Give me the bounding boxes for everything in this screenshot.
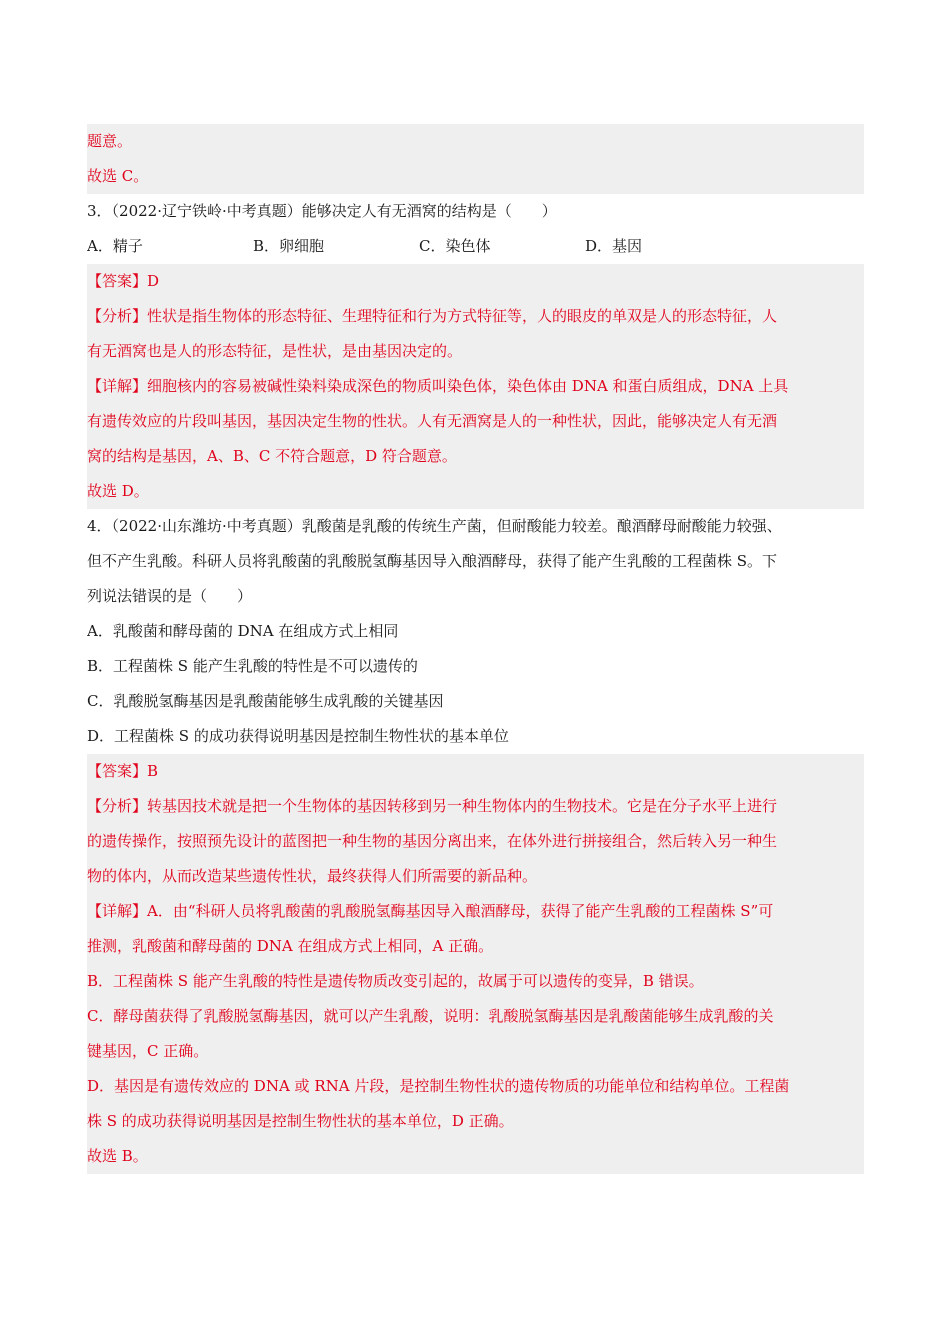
- q4-option-c: C．乳酸脱氢酶基因是乳酸菌能够生成乳酸的关键基因: [87, 692, 444, 710]
- q2-explanation-block: [87, 124, 864, 194]
- q4-analysis-line: 的遗传操作，按照预先设计的蓝图把一种生物的基因分离出来，在体外进行拼接组合，然后转入另一种生: [87, 832, 778, 850]
- q3-option-c: C．染色体: [419, 237, 491, 255]
- analysis-text: 性状是指生物体的形态特征、生理特征和行为方式特征等，人的眼皮的单双是人的形态特征，人: [147, 307, 778, 325]
- q4-stem-line: 但不产生乳酸。科研人员将乳酸菌的乳酸脱氢酶基因导入酿酒酵母，获得了能产生乳酸的工程菌株 S。下: [87, 552, 778, 570]
- answer-tag: 【答案】: [87, 762, 148, 780]
- q3-options: [87, 229, 864, 264]
- q3-analysis-line: [87, 299, 864, 334]
- document-page: [87, 124, 864, 1174]
- q4-analysis-line: [87, 789, 864, 824]
- q4-detail-line: 键基因，C 正确。: [87, 1042, 209, 1060]
- q4-detail-line: D．基因是有遗传效应的 DNA 或 RNA 片段，是控制生物性状的遗传物质的功能单位和结构单位。工程菌: [87, 1077, 790, 1095]
- q4-stem-line: 4．（2022·山东潍坊·中考真题）乳酸菌是乳酸的传统生产菌，但耐酸能力较差。酿酒酵母耐酸能力较强、: [87, 517, 782, 535]
- q3-detail-line: 窝的结构是基因，A、B、C 不符合题意，D 符合题意。: [87, 447, 457, 465]
- q3-detail-line: 有遗传效应的片段叫基因，基因决定生物的性状。人有无酒窝是人的一种性状，因此，能够决定人有无酒: [87, 412, 778, 430]
- analysis-tag: 【分析】: [87, 307, 148, 325]
- detail-tag: 【详解】: [87, 902, 148, 920]
- q4-analysis-line: 物的体内，从而改造某些遗传性状，最终获得人们所需要的新品种。: [87, 867, 538, 885]
- answer-value: B: [147, 762, 159, 780]
- q3-analysis-line: 有无酒窝也是人的形态特征，是性状，是由基因决定的。: [87, 342, 463, 360]
- q2-detail-line: 题意。: [87, 132, 133, 150]
- q4-final-answer: 故选 B。: [87, 1147, 148, 1165]
- q4-option-a: A．乳酸菌和酵母菌的 DNA 在组成方式上相同: [87, 622, 399, 640]
- detail-text: A．由“科研人员将乳酸菌的乳酸脱氢酶基因导入酿酒酵母，获得了能产生乳酸的工程菌株 S”可: [147, 902, 774, 920]
- q3-option-a: A．精子: [87, 237, 143, 255]
- q3-final-answer: 故选 D。: [87, 482, 149, 500]
- answer-value: D: [147, 272, 160, 290]
- q4-detail-line: 株 S 的成功获得说明基因是控制生物性状的基本单位，D 正确。: [87, 1112, 514, 1130]
- q3-stem: 3．（2022·辽宁铁岭·中考真题）能够决定人有无酒窝的结构是（ ）: [87, 202, 557, 220]
- answer-tag: 【答案】: [87, 272, 148, 290]
- q3-option-d: D．基因: [585, 237, 643, 255]
- q4-option-d: D．工程菌株 S 的成功获得说明基因是控制生物性状的基本单位: [87, 727, 509, 745]
- analysis-text: 转基因技术就是把一个生物体的基因转移到另一种生物体内的生物技术。它是在分子水平上进行: [147, 797, 778, 815]
- q3-option-b: B．卵细胞: [253, 237, 325, 255]
- q4-detail-line: C．酵母菌获得了乳酸脱氢酶基因，就可以产生乳酸，说明：乳酸脱氢酶基因是乳酸菌能够生成乳酸的关: [87, 1007, 774, 1025]
- q4-stem-line: 列说法错误的是（ ）: [87, 587, 253, 605]
- q4-explanation-block: [87, 754, 864, 1174]
- q4-option-b: B．工程菌株 S 能产生乳酸的特性是不可以遗传的: [87, 657, 418, 675]
- q3-answer: [87, 264, 864, 299]
- q4-detail-line: 推测，乳酸菌和酵母菌的 DNA 在组成方式上相同，A 正确。: [87, 937, 494, 955]
- detail-tag: 【详解】: [87, 377, 148, 395]
- q3-detail-line: [87, 369, 864, 404]
- q3-explanation-block: [87, 264, 864, 509]
- q4-detail-line: [87, 894, 864, 929]
- detail-text: 细胞核内的容易被碱性染料染成深色的物质叫染色体，染色体由 DNA 和蛋白质组成，DNA 上具: [147, 377, 789, 395]
- analysis-tag: 【分析】: [87, 797, 148, 815]
- q2-final-answer: 故选 C。: [87, 167, 149, 185]
- q4-detail-line: B．工程菌株 S 能产生乳酸的特性是遗传物质改变引起的，故属于可以遗传的变异，B 错误。: [87, 972, 704, 990]
- q4-answer: [87, 754, 864, 789]
